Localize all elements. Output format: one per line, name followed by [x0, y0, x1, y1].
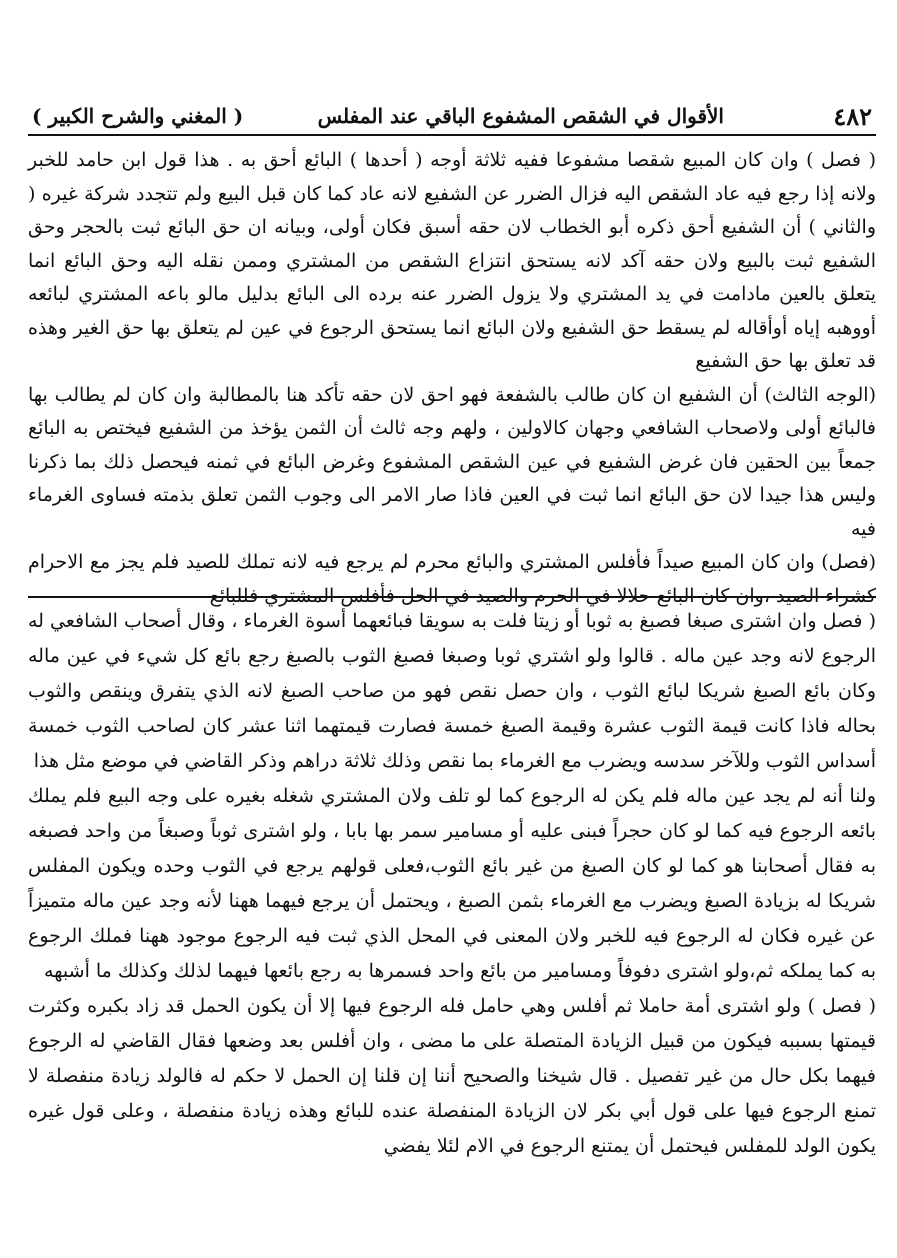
book-title: ( المغني والشرح الكبير ) [32, 104, 244, 128]
running-title: الأقوال في الشقص المشفوع الباقي عند المفلس [317, 104, 724, 128]
document-page [28, 88, 876, 1238]
running-header [28, 102, 876, 132]
paragraph: (فصل) وان كان المبيع صيداً فأفلس المشتري والبائع محرم لم يرجع فيه لانه تملك للصيد فلم يجز مع الاحرام كشراء الصيد ،وان كان البائع حلالا في الحرم والصيد في الحل فأفلس المشتري فللبائع [28, 551, 876, 607]
section-divider-rule [28, 596, 876, 598]
paragraph: (الوجه الثالث) أن الشفيع ان كان طالب بالشفعة فهو احق لان حقه تأكد هنا بالمطالبة وان كان لم يطالب بها فالبائع أولى ولاصحاب الشافعي وجهان كالاولين ، ولهم وجه ثالث أن الثمن يؤخذ من الشفيع فيختص به البائع جمعاً بين الحقين فان غرض الشفيع في عين الشقص المشفوع وغرض البائع في ثمنه فيحصل ذلك بما ذكرنا وليس هذا جيدا لان حق البائع انما ثبت في العين فاذا صار الامر الى وجوب الثمن تعلق بذمته فساوى الغرماء فيه [28, 383, 876, 540]
paragraph: ولنا أنه لم يجد عين ماله فلم يكن له الرجوع كما لو تلف ولان المشتري شغله بغيره على وجه البيع فلم يملك بائعه الرجوع فيه كما لو كان حجراً فبنى عليه أو مسامير سمر بها بابا ، ولو اشترى ثوباً وصبغاً من واحد فصبغه به فقال أصحابنا هو كما لو كان الصبغ من غير بائع الثوب،فعلى قولهم يرجع في الثوب وحده ويكون المفلس شريكا له بزيادة الصبغ ويضرب مع الغرماء بثمن الصبغ ، ويحتمل أن يرجع فيهما ههنا لأنه وجد عين ماله متميزاً عن غيره فكان له الرجوع فيه للخبر ولان المعنى في المحل الذي ثبت فيه الرجوع موجود ههنا فملك الرجوع به كما يملكه ثم،ولو اشترى دفوفاً ومسامير من بائع واحد فسمرها به رجع بائعها فيهما لذلك وكذلك ما أشبهه [28, 785, 876, 982]
header-rule [28, 134, 876, 136]
paragraph: ( فصل وان اشترى صبغا فصبغ به ثوبا أو زيتا فلت به سويقا فبائعهما أسوة الغرماء ، وقال أصحاب الشافعي له الرجوع لانه وجد عين ماله . قالوا ولو اشتري ثوبا وصبغا فصبغ الثوب بالصبغ رجع بائع كل شيء في عين ماله وكان بائع الصبغ شريكا لبائع الثوب ، وان حصل نقص فهو من صاحب الصبغ لانه الذي يتفرق وينقص والثوب بحاله فاذا كانت قيمة الثوب عشرة وقيمة الصبغ خمسة فصارت قيمتهما اثنا عشر كان لصاحب الثوب خمسة أسداس الثوب وللآخر سدسه ويضرب مع الغرماء بما نقص وذلك ثلاثة دراهم وذكر القاضي في موضع مثل هذا [28, 610, 876, 772]
lower-text-block [28, 604, 876, 1164]
upper-text-block [28, 144, 876, 613]
paragraph: ( فصل ) ولو اشترى أمة حاملا ثم أفلس وهي حامل فله الرجوع فيها إلا أن يكون الحمل قد زاد بكبره وكثرت قيمتها بسببه فيكون من قبيل الزيادة المتصلة على ما مضى ، وان أفلس بعد وضعها فقال القاضي له الرجوع فيهما بكل حال من غير تفصيل . قال شيخنا والصحيح أننا إن قلنا إن الحمل لا حكم له فالولد زيادة منفصلة لا تمنع الرجوع فيها على قول أبي بكر لان الزيادة المنفصلة عنده للبائع وهذه زيادة منفصلة ، وعلى قول غيره يكون الولد للمفلس فيحتمل أن يمتنع الرجوع في الام لئلا يفضي [28, 995, 876, 1157]
page-number: ٤٨٢ [833, 102, 872, 131]
paragraph: ( فصل ) وان كان المبيع شقصا مشفوعا ففيه ثلاثة أوجه ( أحدها ) البائع أحق به . هذا قول ابن حامد للخبر ولانه إذا رجع فيه عاد الشقص اليه فزال الضرر عن الشفيع لانه عاد كما كان قبل البيع ولم تتجدد شركة غيره ( والثاني ) أن الشفيع أحق ذكره أبو الخطاب لان حقه أسبق فكان أولى، وبيانه ان حق البائع ثبت بالحجر وحق الشفيع ثبت بالبيع ولان حقه آكد لانه يستحق انتزاع الشقص من المشتري وممن نقله اليه وحق البائع انما يتعلق بالعين مادامت في يد المشتري ولا يزول الضرر عنه برده الى البائع بدليل مالو باعه المشتري لبائعه أووهبه إياه أوأقاله لم يسقط حق الشفيع ولان البائع انما يستحق الرجوع في عين لم يتعلق بها حق الغير وهذه قد تعلق بها حق الشفيع [28, 149, 876, 372]
